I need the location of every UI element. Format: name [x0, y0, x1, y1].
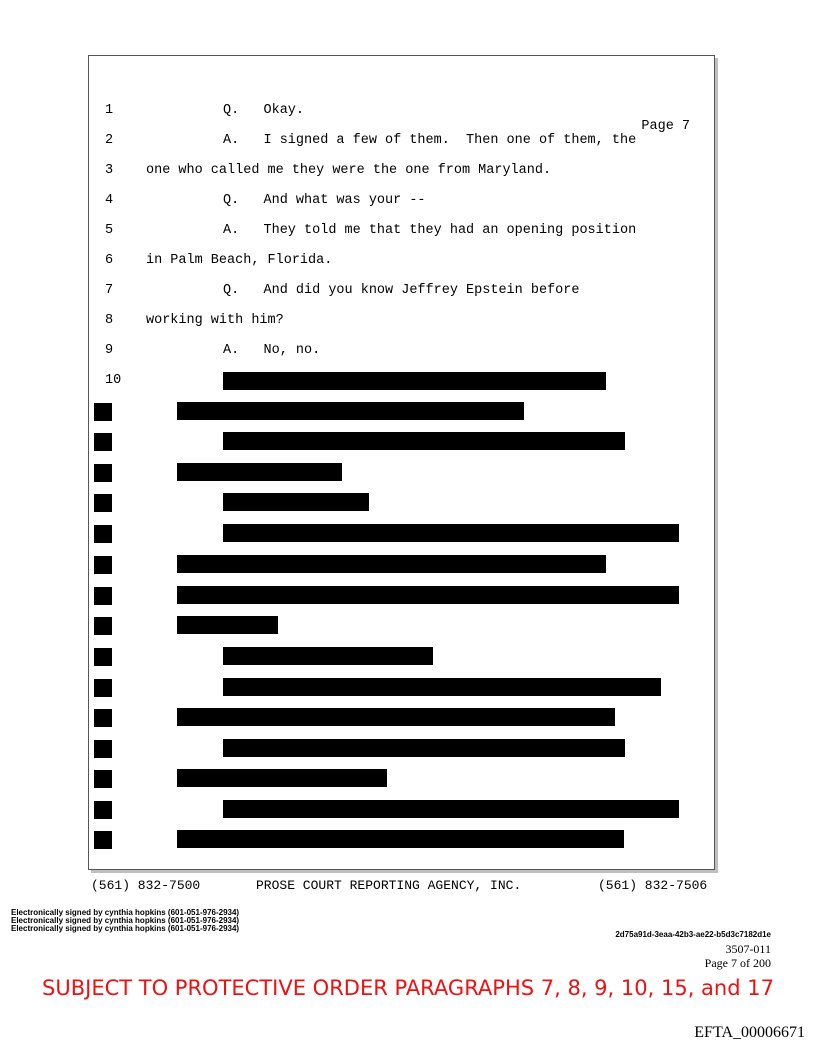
- redaction-bar: [223, 647, 433, 665]
- redaction-bar: [177, 555, 606, 573]
- redacted-line: [89, 739, 714, 769]
- transcript-line: [89, 102, 714, 132]
- line-text: Q. And what was your --: [223, 193, 426, 208]
- redaction-bar: [94, 587, 112, 605]
- transcript-line: [89, 342, 714, 372]
- page-of-count: Page 7 of 200: [704, 956, 771, 970]
- line-number: 5: [105, 223, 114, 238]
- redaction-bar: [223, 524, 679, 542]
- redaction-bar: [177, 402, 524, 420]
- redaction-bar: [223, 432, 625, 450]
- transcript-line: [89, 192, 714, 222]
- line-number: 9: [105, 343, 114, 358]
- redacted-line: [89, 493, 714, 523]
- document-number: 3507-011: [725, 942, 771, 956]
- transcript-line: [89, 162, 714, 192]
- line-number: 2: [105, 133, 114, 148]
- redaction-bar: [94, 464, 112, 482]
- line-text: A. They told me that they had an opening position: [223, 223, 637, 238]
- line-number: 10: [105, 373, 122, 388]
- line-text: A. I signed a few of them. Then one of them, the: [223, 133, 637, 148]
- redaction-bar: [223, 800, 679, 818]
- redaction-bar: [223, 493, 369, 511]
- transcript-line: [89, 252, 714, 282]
- redacted-line: [89, 769, 714, 799]
- redaction-bar: [223, 372, 606, 390]
- redacted-line: [89, 678, 714, 708]
- transcript-line: [89, 312, 714, 342]
- line-text: A. No, no.: [223, 343, 321, 358]
- redaction-bar: [94, 494, 112, 512]
- redaction-bar: [94, 831, 112, 849]
- redaction-bar: [94, 709, 112, 727]
- redaction-bar: [94, 433, 112, 451]
- redaction-bar: [94, 617, 112, 635]
- line-number: 7: [105, 283, 114, 298]
- document-hash: 2d75a91d-3eaa-42b3-ae22-b5d3c7182d1e: [615, 930, 771, 939]
- redaction-bar: [177, 616, 278, 634]
- line-number: 1: [105, 103, 114, 118]
- redaction-bar: [177, 769, 387, 787]
- redacted-line: [89, 524, 714, 554]
- redacted-line: [89, 402, 714, 432]
- redaction-bar: [223, 739, 625, 757]
- line-number: 6: [105, 253, 114, 268]
- redacted-line: [89, 647, 714, 677]
- signature-line: Electronically signed by cynthia hopkins (601-051-976-2934): [11, 916, 240, 925]
- redacted-line: [89, 708, 714, 738]
- line-text: one who called me they were the one from Maryland.: [146, 163, 552, 178]
- line-text: Q. Okay.: [223, 103, 305, 118]
- redacted-line: [89, 463, 714, 493]
- transcript-line: [89, 222, 714, 252]
- line-number: 4: [105, 193, 114, 208]
- bates-number: EFTA_00006671: [694, 1024, 805, 1041]
- redacted-line: [89, 830, 714, 860]
- transcript-line: [89, 372, 714, 402]
- redaction-bar: [177, 830, 624, 848]
- line-text: in Palm Beach, Florida.: [146, 253, 333, 268]
- redacted-line: [89, 586, 714, 616]
- signature-block: [11, 909, 239, 933]
- redaction-bar: [94, 770, 112, 788]
- line-text: working with him?: [146, 313, 284, 328]
- redacted-line: [89, 432, 714, 462]
- signature-line: Electronically signed by cynthia hopkins (601-051-976-2934): [11, 908, 240, 917]
- signature-line: Electronically signed by cynthia hopkins (601-051-976-2934): [11, 924, 240, 933]
- line-text: Q. And did you know Jeffrey Epstein before: [223, 283, 580, 298]
- redaction-bar: [94, 740, 112, 758]
- agency-name: PROSE COURT REPORTING AGENCY, INC.: [256, 878, 522, 893]
- protective-order-notice: SUBJECT TO PROTECTIVE ORDER PARAGRAPHS 7, 8, 9, 10, 15, and 17: [42, 976, 774, 1000]
- redaction-bar: [94, 801, 112, 819]
- phone-left: (561) 832-7500: [91, 878, 201, 893]
- page-label: Page 7: [641, 119, 690, 134]
- line-number: 8: [105, 313, 114, 328]
- redacted-line: [89, 616, 714, 646]
- redaction-bar: [94, 648, 112, 666]
- transcript-page: [88, 55, 715, 870]
- transcript-line: [89, 132, 714, 162]
- redaction-bar: [177, 708, 615, 726]
- redacted-line: [89, 555, 714, 585]
- redaction-bar: [223, 678, 661, 696]
- redaction-bar: [94, 556, 112, 574]
- redaction-bar: [94, 403, 112, 421]
- line-number: 3: [105, 163, 114, 178]
- redaction-bar: [94, 525, 112, 543]
- redaction-bar: [177, 586, 679, 604]
- redacted-line: [89, 800, 714, 830]
- transcript-line: [89, 282, 714, 312]
- redaction-bar: [177, 463, 342, 481]
- phone-right: (561) 832-7506: [598, 878, 708, 893]
- redaction-bar: [94, 679, 112, 697]
